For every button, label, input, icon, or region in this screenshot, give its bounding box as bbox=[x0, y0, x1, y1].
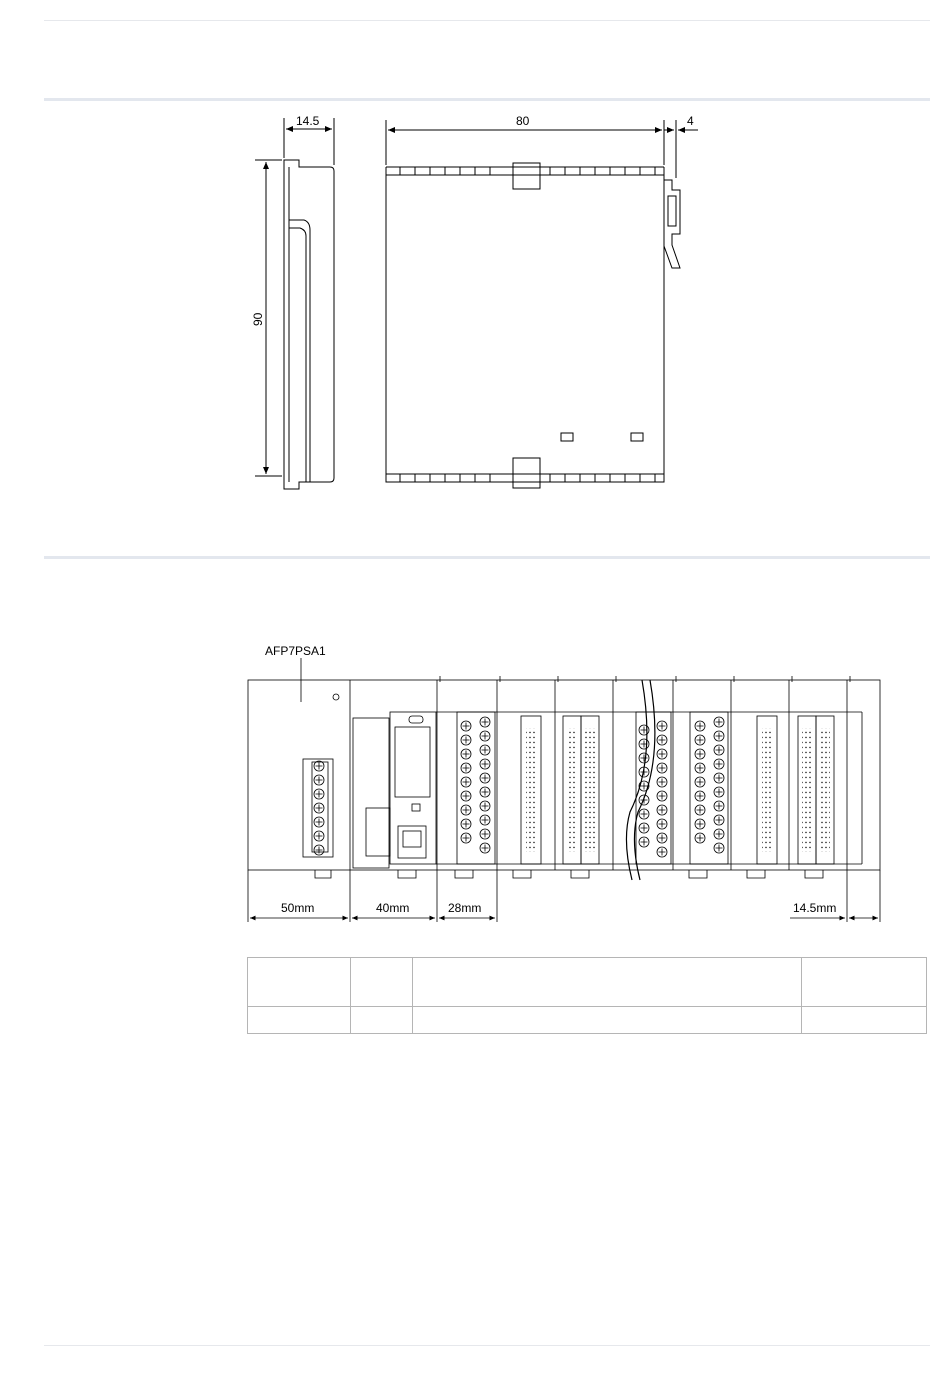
spec-table bbox=[247, 957, 927, 1034]
terminal-screw-slot bbox=[316, 833, 323, 840]
table-row bbox=[248, 1007, 927, 1034]
terminal-screw-slot bbox=[716, 747, 723, 754]
terminal-screw-slot bbox=[482, 831, 489, 838]
terminal-screw-slot bbox=[716, 719, 723, 726]
terminal-screw-slot bbox=[463, 723, 470, 730]
terminal-screw-slot bbox=[659, 807, 666, 814]
dim-label-cpu-unit: 40mm bbox=[376, 901, 410, 915]
terminal-screw-slot bbox=[716, 789, 723, 796]
terminal-screw-slot bbox=[716, 733, 723, 740]
terminal-screw-slot bbox=[463, 793, 470, 800]
terminal-screw-slot bbox=[659, 751, 666, 758]
terminal-screw-slot bbox=[482, 817, 489, 824]
terminal-screw-slot bbox=[697, 751, 704, 758]
terminal-screw-slot bbox=[659, 821, 666, 828]
dim-label-io-unit: 28mm bbox=[448, 901, 482, 915]
dim-label-power-unit: 50mm bbox=[281, 901, 315, 915]
terminal-screw-slot bbox=[463, 765, 470, 772]
table-cell bbox=[802, 958, 927, 1007]
terminal-screw-slot bbox=[716, 775, 723, 782]
terminal-screw-slot bbox=[482, 733, 489, 740]
dim-label-body-depth: 80 bbox=[516, 114, 530, 128]
terminal-screw-slot bbox=[659, 849, 666, 856]
terminal-screw-slot bbox=[316, 791, 323, 798]
terminal-screw-slot bbox=[482, 789, 489, 796]
terminal-screw-slot bbox=[659, 835, 666, 842]
terminal-screw-slot bbox=[716, 761, 723, 768]
terminal-screw-slot bbox=[316, 777, 323, 784]
terminal-screw-slot bbox=[482, 845, 489, 852]
terminal-screw-slot bbox=[716, 817, 723, 824]
terminal-screw-slot bbox=[641, 839, 648, 846]
io-terminal-block-1 bbox=[457, 712, 495, 864]
terminal-screw-slot bbox=[697, 779, 704, 786]
terminal-screw-slot bbox=[316, 805, 323, 812]
terminal-screw-slot bbox=[482, 803, 489, 810]
terminal-screw-slot bbox=[316, 819, 323, 826]
table-row bbox=[248, 958, 927, 1007]
terminal-screw-slot bbox=[641, 811, 648, 818]
terminal-screw-slot bbox=[463, 779, 470, 786]
dim-label-rail-offset: 4 bbox=[687, 114, 694, 128]
terminal-screw-slot bbox=[482, 761, 489, 768]
table-cell bbox=[351, 958, 413, 1007]
terminal-screw-slot bbox=[659, 793, 666, 800]
terminal-screw-slot bbox=[716, 831, 723, 838]
terminal-screw-slot bbox=[716, 845, 723, 852]
terminal-screw-slot bbox=[697, 793, 704, 800]
terminal-screw-slot bbox=[697, 821, 704, 828]
terminal-screw-slot bbox=[659, 737, 666, 744]
terminal-screw-slot bbox=[659, 779, 666, 786]
footer-rule bbox=[44, 1345, 930, 1346]
table-cell bbox=[248, 958, 351, 1007]
terminal-screw-slot bbox=[641, 755, 648, 762]
terminal-screw-slot bbox=[697, 807, 704, 814]
terminal-screw-slot bbox=[463, 807, 470, 814]
cpu-unit bbox=[353, 680, 437, 870]
unit-label-power: AFP7PSA1 bbox=[265, 644, 326, 658]
terminal-screw-slot bbox=[641, 797, 648, 804]
terminal-screw-slot bbox=[316, 763, 323, 770]
terminal-screw-slot bbox=[716, 803, 723, 810]
terminal-screw-slot bbox=[463, 751, 470, 758]
terminal-screw-slot bbox=[316, 847, 323, 854]
table-cell bbox=[351, 1007, 413, 1034]
terminal-screw-slot bbox=[697, 737, 704, 744]
terminal-screw-slot bbox=[697, 835, 704, 842]
power-unit bbox=[303, 680, 350, 870]
terminal-screw-slot bbox=[659, 723, 666, 730]
dim-label-height: 90 bbox=[251, 312, 265, 326]
table-cell bbox=[413, 958, 802, 1007]
terminal-screw-slot bbox=[482, 747, 489, 754]
terminal-screw-slot bbox=[641, 825, 648, 832]
terminal-screw-slot bbox=[659, 765, 666, 772]
terminal-screw-slot bbox=[463, 835, 470, 842]
dim-label-end-unit: 14.5mm bbox=[793, 901, 837, 915]
table-cell bbox=[802, 1007, 927, 1034]
table-cell bbox=[413, 1007, 802, 1034]
terminal-screw-slot bbox=[697, 765, 704, 772]
terminal-screw-slot bbox=[641, 783, 648, 790]
terminal-screw-slot bbox=[482, 775, 489, 782]
dim-label-side-width: 14.5 bbox=[296, 114, 320, 128]
table-cell bbox=[248, 1007, 351, 1034]
terminal-screw-slot bbox=[641, 769, 648, 776]
terminal-screw-slot bbox=[463, 821, 470, 828]
terminal-screw-slot bbox=[463, 737, 470, 744]
terminal-screw-slot bbox=[482, 719, 489, 726]
terminal-screw-slot bbox=[697, 723, 704, 730]
